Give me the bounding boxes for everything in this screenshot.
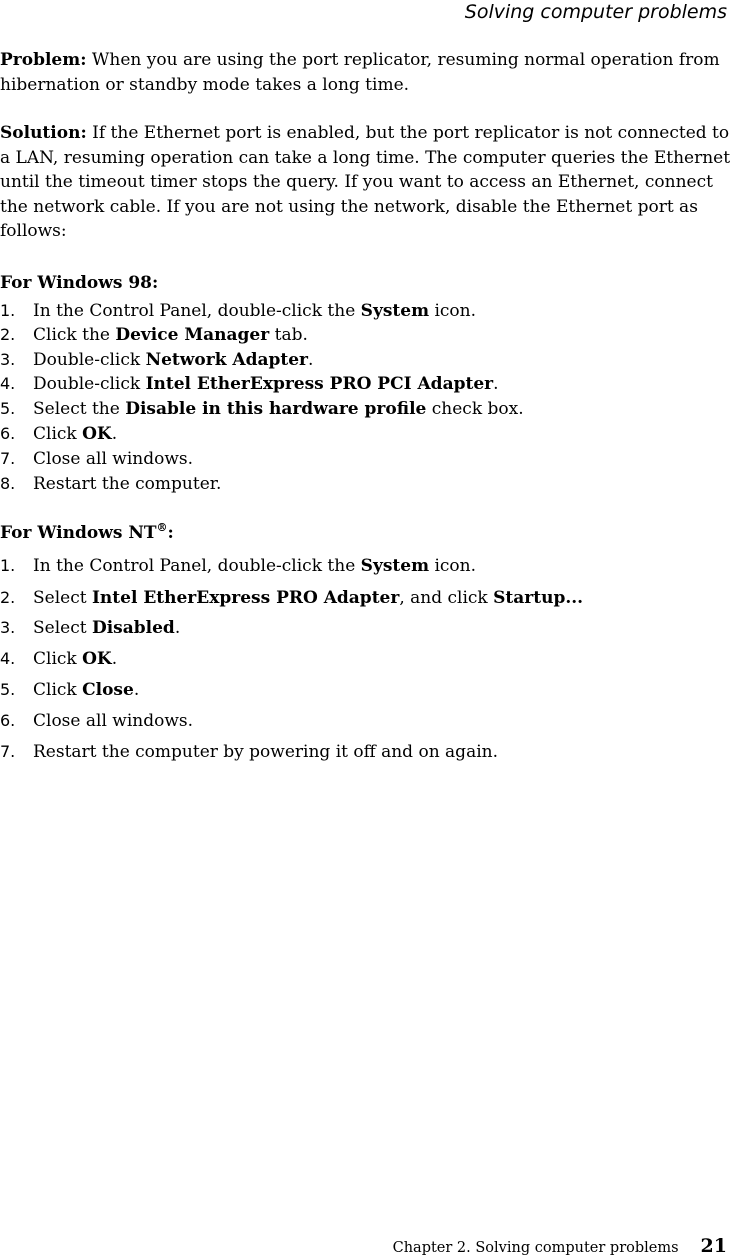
step-text: Select Disabled. xyxy=(33,618,181,638)
step-text: Click the Device Manager tab. xyxy=(33,325,308,345)
step-text: Restart the computer. xyxy=(33,474,222,494)
step-number: 7. xyxy=(0,742,16,761)
win98-heading: For Windows 98: xyxy=(0,273,159,293)
step-number: 7. xyxy=(0,449,16,468)
step-number: 3. xyxy=(0,618,16,637)
step-number: 4. xyxy=(0,374,16,393)
step-text: Restart the computer by powering it off and on again. xyxy=(33,742,498,762)
step-number: 2. xyxy=(0,588,16,607)
step-number: 5. xyxy=(0,680,16,699)
step-number: 1. xyxy=(0,301,16,320)
step-text: Double-click Network Adapter. xyxy=(33,350,314,370)
registered-mark: ® xyxy=(156,521,168,534)
chapter-label: Chapter 2. Solving computer problems xyxy=(392,1240,679,1256)
solution-text: If the Ethernet port is enabled, but the port replicator is not connected to a LAN, resuming operation can take a long time. The computer queries the Ethernet until the timeout timer stops the query. If you want to access an Ethernet, connect the network cable. If you are not using the network, disable the Ethernet port as follows: xyxy=(0,123,731,241)
step-number: 3. xyxy=(0,350,16,369)
step-number: 4. xyxy=(0,649,16,668)
step-text: Close all windows. xyxy=(33,711,194,731)
step-number: 1. xyxy=(0,556,16,575)
step-text: Click OK. xyxy=(33,424,118,444)
step-text: Close all windows. xyxy=(33,449,194,469)
step-number: 8. xyxy=(0,474,16,493)
winnt-heading: For Windows NT®: xyxy=(0,521,174,543)
step-text: Select Intel EtherExpress PRO Adapter, and click Startup... xyxy=(33,588,584,608)
step-text: Double-click Intel EtherExpress PRO PCI Adapter. xyxy=(33,374,499,394)
problem-paragraph xyxy=(0,48,736,97)
page-number: 21 xyxy=(700,1235,727,1257)
solution-paragraph xyxy=(0,121,736,244)
problem-text: When you are using the port replicator, resuming normal operation from hibernation or standby mode takes a long time. xyxy=(0,50,720,95)
running-header: Solving computer problems xyxy=(464,1,727,23)
step-number: 6. xyxy=(0,711,16,730)
step-number: 2. xyxy=(0,325,16,344)
page-footer xyxy=(393,1234,727,1260)
step-number: 6. xyxy=(0,424,16,443)
step-text: In the Control Panel, double-click the System icon. xyxy=(33,301,477,321)
problem-label: Problem: xyxy=(0,50,87,70)
step-text: Click OK. xyxy=(33,649,118,669)
step-text: Select the Disable in this hardware profile check box. xyxy=(33,399,524,419)
step-number: 5. xyxy=(0,399,16,418)
solution-label: Solution: xyxy=(0,123,87,143)
step-text: Click Close. xyxy=(33,680,140,700)
step-text: In the Control Panel, double-click the System icon. xyxy=(33,556,477,576)
